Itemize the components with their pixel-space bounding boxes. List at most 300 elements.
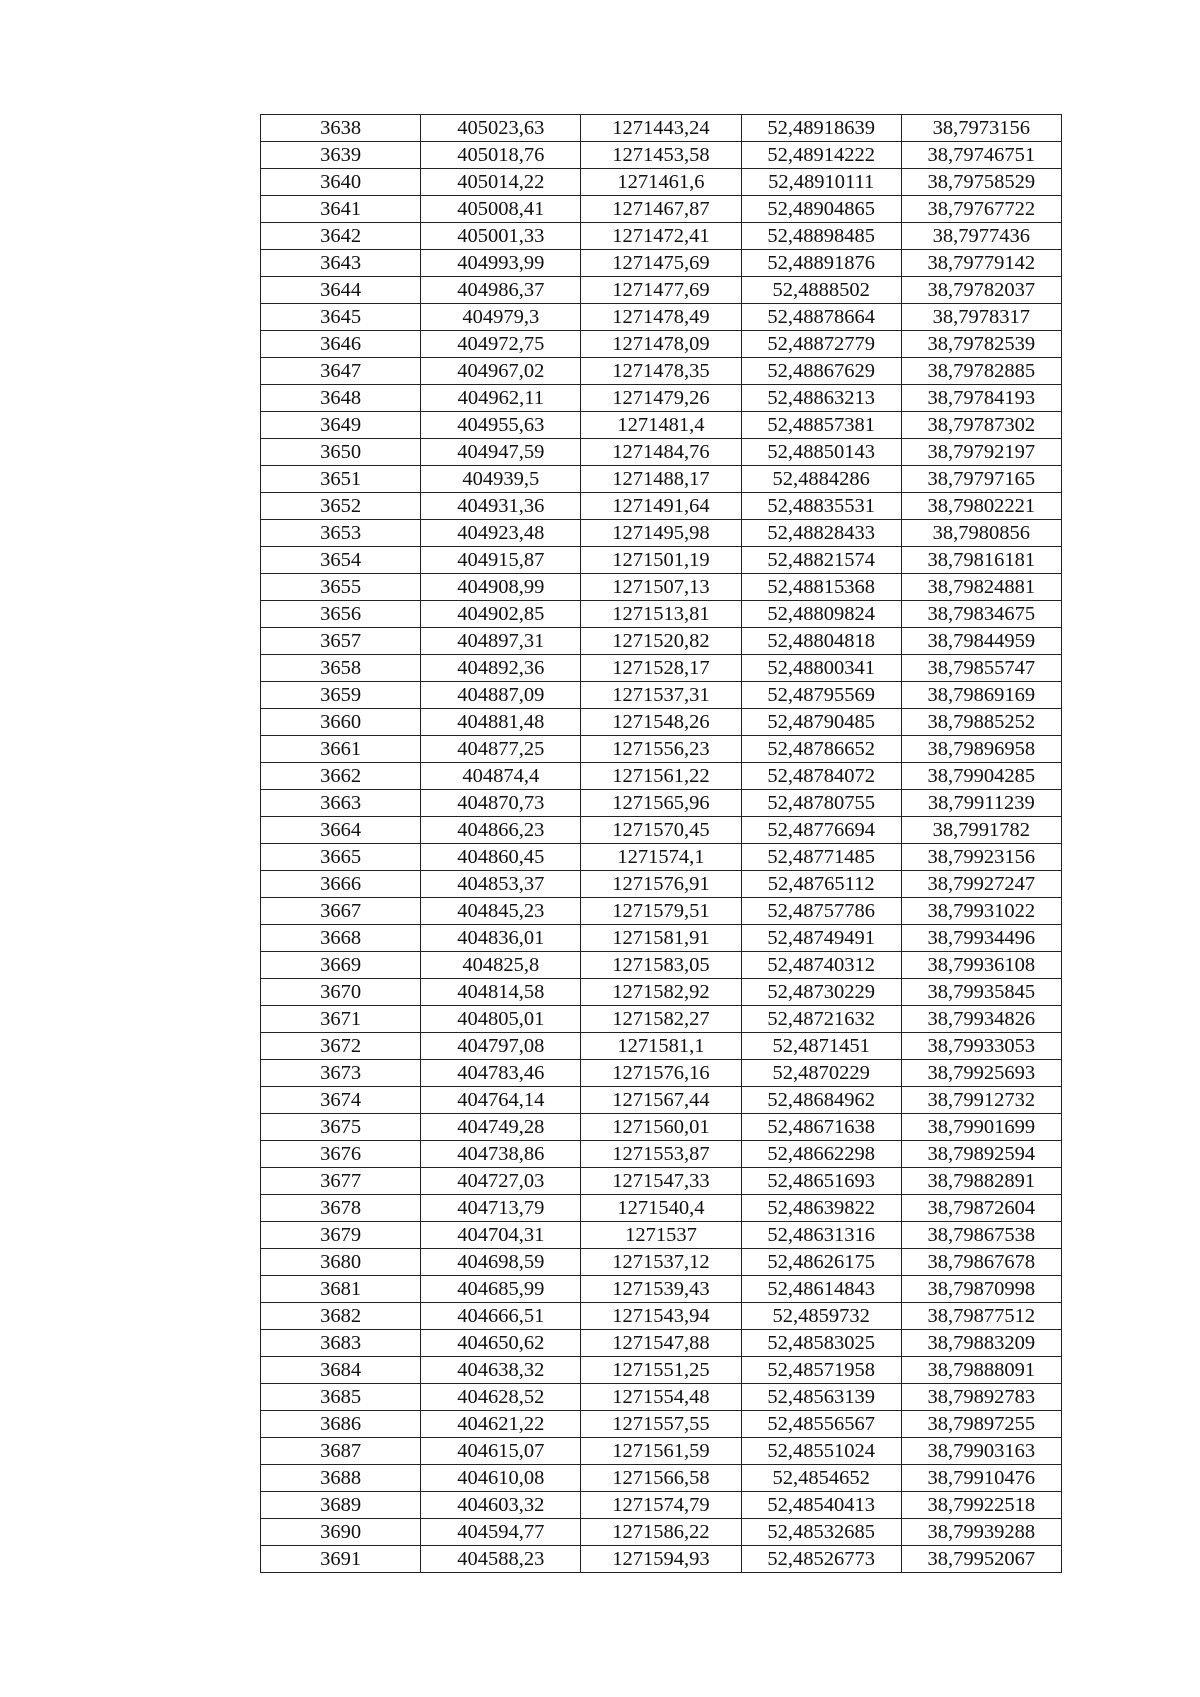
y-coordinate-cell: 1271537,12	[581, 1249, 741, 1276]
latitude-cell: 52,48651693	[741, 1168, 901, 1195]
point-number-cell: 3663	[261, 790, 421, 817]
latitude-cell: 52,48662298	[741, 1141, 901, 1168]
latitude-cell: 52,48571958	[741, 1357, 901, 1384]
latitude-cell: 52,48563139	[741, 1384, 901, 1411]
y-coordinate-cell: 1271566,58	[581, 1465, 741, 1492]
y-coordinate-cell: 1271554,48	[581, 1384, 741, 1411]
longitude-cell: 38,79888091	[901, 1357, 1061, 1384]
table-row	[261, 655, 1062, 682]
x-coordinate-cell: 404939,5	[421, 466, 581, 493]
latitude-cell: 52,48821574	[741, 547, 901, 574]
y-coordinate-cell: 1271547,88	[581, 1330, 741, 1357]
latitude-cell: 52,48804818	[741, 628, 901, 655]
latitude-cell: 52,48795569	[741, 682, 901, 709]
latitude-cell: 52,48671638	[741, 1114, 901, 1141]
longitude-cell: 38,79782037	[901, 277, 1061, 304]
latitude-cell: 52,48551024	[741, 1438, 901, 1465]
y-coordinate-cell: 1271453,58	[581, 142, 741, 169]
point-number-cell: 3656	[261, 601, 421, 628]
latitude-cell: 52,4888502	[741, 277, 901, 304]
point-number-cell: 3683	[261, 1330, 421, 1357]
point-number-cell: 3645	[261, 304, 421, 331]
table-row	[261, 385, 1062, 412]
y-coordinate-cell: 1271495,98	[581, 520, 741, 547]
latitude-cell: 52,48910111	[741, 169, 901, 196]
point-number-cell: 3638	[261, 115, 421, 142]
y-coordinate-cell: 1271565,96	[581, 790, 741, 817]
longitude-cell: 38,79936108	[901, 952, 1061, 979]
y-coordinate-cell: 1271477,69	[581, 277, 741, 304]
y-coordinate-cell: 1271478,49	[581, 304, 741, 331]
y-coordinate-cell: 1271443,24	[581, 115, 741, 142]
longitude-cell: 38,79779142	[901, 250, 1061, 277]
longitude-cell: 38,79885252	[901, 709, 1061, 736]
table-row	[261, 1384, 1062, 1411]
latitude-cell: 52,4859732	[741, 1303, 901, 1330]
longitude-cell: 38,79816181	[901, 547, 1061, 574]
latitude-cell: 52,4884286	[741, 466, 901, 493]
x-coordinate-cell: 404610,08	[421, 1465, 581, 1492]
table-row	[261, 358, 1062, 385]
x-coordinate-cell: 404805,01	[421, 1006, 581, 1033]
x-coordinate-cell: 404588,23	[421, 1546, 581, 1573]
y-coordinate-cell: 1271576,16	[581, 1060, 741, 1087]
longitude-cell: 38,79912732	[901, 1087, 1061, 1114]
longitude-cell: 38,79901699	[901, 1114, 1061, 1141]
longitude-cell: 38,79897255	[901, 1411, 1061, 1438]
longitude-cell: 38,7978317	[901, 304, 1061, 331]
latitude-cell: 52,48532685	[741, 1519, 901, 1546]
latitude-cell: 52,48867629	[741, 358, 901, 385]
y-coordinate-cell: 1271472,41	[581, 223, 741, 250]
y-coordinate-cell: 1271556,23	[581, 736, 741, 763]
table-row	[261, 1330, 1062, 1357]
longitude-cell: 38,79782539	[901, 331, 1061, 358]
x-coordinate-cell: 404931,36	[421, 493, 581, 520]
latitude-cell: 52,4871451	[741, 1033, 901, 1060]
point-number-cell: 3648	[261, 385, 421, 412]
longitude-cell: 38,79802221	[901, 493, 1061, 520]
longitude-cell: 38,79896958	[901, 736, 1061, 763]
latitude-cell: 52,48800341	[741, 655, 901, 682]
x-coordinate-cell: 405008,41	[421, 196, 581, 223]
y-coordinate-cell: 1271539,43	[581, 1276, 741, 1303]
point-number-cell: 3680	[261, 1249, 421, 1276]
latitude-cell: 52,48815368	[741, 574, 901, 601]
point-number-cell: 3661	[261, 736, 421, 763]
latitude-cell: 52,48780755	[741, 790, 901, 817]
longitude-cell: 38,79925693	[901, 1060, 1061, 1087]
table-row	[261, 817, 1062, 844]
latitude-cell: 52,48765112	[741, 871, 901, 898]
point-number-cell: 3654	[261, 547, 421, 574]
x-coordinate-cell: 404797,08	[421, 1033, 581, 1060]
latitude-cell: 52,48828433	[741, 520, 901, 547]
table-row	[261, 142, 1062, 169]
latitude-cell: 52,48878664	[741, 304, 901, 331]
x-coordinate-cell: 404986,37	[421, 277, 581, 304]
y-coordinate-cell: 1271574,1	[581, 844, 741, 871]
coordinates-table-body	[261, 115, 1062, 1573]
table-row	[261, 493, 1062, 520]
y-coordinate-cell: 1271501,19	[581, 547, 741, 574]
latitude-cell: 52,48898485	[741, 223, 901, 250]
x-coordinate-cell: 404704,31	[421, 1222, 581, 1249]
x-coordinate-cell: 404915,87	[421, 547, 581, 574]
table-row	[261, 1222, 1062, 1249]
longitude-cell: 38,79935845	[901, 979, 1061, 1006]
point-number-cell: 3671	[261, 1006, 421, 1033]
longitude-cell: 38,79934496	[901, 925, 1061, 952]
y-coordinate-cell: 1271581,1	[581, 1033, 741, 1060]
table-row	[261, 844, 1062, 871]
longitude-cell: 38,79767722	[901, 196, 1061, 223]
table-row	[261, 250, 1062, 277]
table-row	[261, 223, 1062, 250]
y-coordinate-cell: 1271507,13	[581, 574, 741, 601]
point-number-cell: 3659	[261, 682, 421, 709]
y-coordinate-cell: 1271513,81	[581, 601, 741, 628]
point-number-cell: 3679	[261, 1222, 421, 1249]
x-coordinate-cell: 404814,58	[421, 979, 581, 1006]
table-row	[261, 1006, 1062, 1033]
table-row	[261, 1114, 1062, 1141]
latitude-cell: 52,48721632	[741, 1006, 901, 1033]
longitude-cell: 38,7991782	[901, 817, 1061, 844]
point-number-cell: 3672	[261, 1033, 421, 1060]
longitude-cell: 38,79934826	[901, 1006, 1061, 1033]
longitude-cell: 38,79922518	[901, 1492, 1061, 1519]
table-row	[261, 1519, 1062, 1546]
y-coordinate-cell: 1271582,27	[581, 1006, 741, 1033]
table-row	[261, 1249, 1062, 1276]
y-coordinate-cell: 1271574,79	[581, 1492, 741, 1519]
latitude-cell: 52,48918639	[741, 115, 901, 142]
point-number-cell: 3640	[261, 169, 421, 196]
point-number-cell: 3647	[261, 358, 421, 385]
y-coordinate-cell: 1271551,25	[581, 1357, 741, 1384]
longitude-cell: 38,79933053	[901, 1033, 1061, 1060]
y-coordinate-cell: 1271488,17	[581, 466, 741, 493]
table-row	[261, 1438, 1062, 1465]
latitude-cell: 52,48583025	[741, 1330, 901, 1357]
point-number-cell: 3650	[261, 439, 421, 466]
latitude-cell: 52,48904865	[741, 196, 901, 223]
x-coordinate-cell: 404698,59	[421, 1249, 581, 1276]
y-coordinate-cell: 1271475,69	[581, 250, 741, 277]
point-number-cell: 3655	[261, 574, 421, 601]
latitude-cell: 52,48857381	[741, 412, 901, 439]
x-coordinate-cell: 404979,3	[421, 304, 581, 331]
table-row	[261, 1168, 1062, 1195]
y-coordinate-cell: 1271583,05	[581, 952, 741, 979]
x-coordinate-cell: 404860,45	[421, 844, 581, 871]
table-row	[261, 790, 1062, 817]
x-coordinate-cell: 404783,46	[421, 1060, 581, 1087]
point-number-cell: 3686	[261, 1411, 421, 1438]
table-row	[261, 1141, 1062, 1168]
x-coordinate-cell: 405001,33	[421, 223, 581, 250]
x-coordinate-cell: 404897,31	[421, 628, 581, 655]
point-number-cell: 3681	[261, 1276, 421, 1303]
x-coordinate-cell: 404638,32	[421, 1357, 581, 1384]
point-number-cell: 3664	[261, 817, 421, 844]
y-coordinate-cell: 1271478,09	[581, 331, 741, 358]
table-row	[261, 952, 1062, 979]
longitude-cell: 38,7973156	[901, 115, 1061, 142]
point-number-cell: 3662	[261, 763, 421, 790]
x-coordinate-cell: 404594,77	[421, 1519, 581, 1546]
latitude-cell: 52,48626175	[741, 1249, 901, 1276]
longitude-cell: 38,79867538	[901, 1222, 1061, 1249]
longitude-cell: 38,79923156	[901, 844, 1061, 871]
point-number-cell: 3685	[261, 1384, 421, 1411]
longitude-cell: 38,79892594	[901, 1141, 1061, 1168]
table-row	[261, 520, 1062, 547]
table-row	[261, 628, 1062, 655]
y-coordinate-cell: 1271557,55	[581, 1411, 741, 1438]
table-row	[261, 898, 1062, 925]
x-coordinate-cell: 404621,22	[421, 1411, 581, 1438]
table-row	[261, 277, 1062, 304]
table-row	[261, 1195, 1062, 1222]
y-coordinate-cell: 1271579,51	[581, 898, 741, 925]
y-coordinate-cell: 1271478,35	[581, 358, 741, 385]
y-coordinate-cell: 1271586,22	[581, 1519, 741, 1546]
point-number-cell: 3690	[261, 1519, 421, 1546]
longitude-cell: 38,79877512	[901, 1303, 1061, 1330]
latitude-cell: 52,48740312	[741, 952, 901, 979]
table-row	[261, 1276, 1062, 1303]
latitude-cell: 52,48526773	[741, 1546, 901, 1573]
x-coordinate-cell: 404713,79	[421, 1195, 581, 1222]
point-number-cell: 3641	[261, 196, 421, 223]
longitude-cell: 38,79872604	[901, 1195, 1061, 1222]
x-coordinate-cell: 405023,63	[421, 115, 581, 142]
table-row	[261, 1411, 1062, 1438]
point-number-cell: 3644	[261, 277, 421, 304]
table-row	[261, 1303, 1062, 1330]
x-coordinate-cell: 404853,37	[421, 871, 581, 898]
table-row	[261, 736, 1062, 763]
y-coordinate-cell: 1271537	[581, 1222, 741, 1249]
latitude-cell: 52,48556567	[741, 1411, 901, 1438]
table-row	[261, 1546, 1062, 1573]
x-coordinate-cell: 404967,02	[421, 358, 581, 385]
table-row	[261, 871, 1062, 898]
y-coordinate-cell: 1271548,26	[581, 709, 741, 736]
longitude-cell: 38,79784193	[901, 385, 1061, 412]
y-coordinate-cell: 1271491,64	[581, 493, 741, 520]
y-coordinate-cell: 1271528,17	[581, 655, 741, 682]
longitude-cell: 38,79834675	[901, 601, 1061, 628]
longitude-cell: 38,79911239	[901, 790, 1061, 817]
x-coordinate-cell: 404955,63	[421, 412, 581, 439]
x-coordinate-cell: 404877,25	[421, 736, 581, 763]
table-row	[261, 1357, 1062, 1384]
latitude-cell: 52,48784072	[741, 763, 901, 790]
point-number-cell: 3652	[261, 493, 421, 520]
x-coordinate-cell: 404892,36	[421, 655, 581, 682]
point-number-cell: 3657	[261, 628, 421, 655]
table-row	[261, 1465, 1062, 1492]
latitude-cell: 52,48863213	[741, 385, 901, 412]
longitude-cell: 38,79892783	[901, 1384, 1061, 1411]
y-coordinate-cell: 1271576,91	[581, 871, 741, 898]
table-row	[261, 709, 1062, 736]
latitude-cell: 52,48614843	[741, 1276, 901, 1303]
latitude-cell: 52,4870229	[741, 1060, 901, 1087]
point-number-cell: 3651	[261, 466, 421, 493]
y-coordinate-cell: 1271479,26	[581, 385, 741, 412]
y-coordinate-cell: 1271547,33	[581, 1168, 741, 1195]
x-coordinate-cell: 404947,59	[421, 439, 581, 466]
y-coordinate-cell: 1271537,31	[581, 682, 741, 709]
longitude-cell: 38,79883209	[901, 1330, 1061, 1357]
longitude-cell: 38,79758529	[901, 169, 1061, 196]
y-coordinate-cell: 1271567,44	[581, 1087, 741, 1114]
latitude-cell: 52,48872779	[741, 331, 901, 358]
y-coordinate-cell: 1271467,87	[581, 196, 741, 223]
x-coordinate-cell: 404615,07	[421, 1438, 581, 1465]
latitude-cell: 52,48891876	[741, 250, 901, 277]
latitude-cell: 52,48631316	[741, 1222, 901, 1249]
latitude-cell: 52,48684962	[741, 1087, 901, 1114]
latitude-cell: 52,48771485	[741, 844, 901, 871]
table-row	[261, 466, 1062, 493]
x-coordinate-cell: 404836,01	[421, 925, 581, 952]
x-coordinate-cell: 404902,85	[421, 601, 581, 628]
table-row	[261, 439, 1062, 466]
longitude-cell: 38,79787302	[901, 412, 1061, 439]
y-coordinate-cell: 1271561,22	[581, 763, 741, 790]
longitude-cell: 38,7980856	[901, 520, 1061, 547]
x-coordinate-cell: 404603,32	[421, 1492, 581, 1519]
x-coordinate-cell: 404887,09	[421, 682, 581, 709]
table-row	[261, 574, 1062, 601]
y-coordinate-cell: 1271461,6	[581, 169, 741, 196]
table-row	[261, 1033, 1062, 1060]
x-coordinate-cell: 405014,22	[421, 169, 581, 196]
point-number-cell: 3668	[261, 925, 421, 952]
latitude-cell: 52,48540413	[741, 1492, 901, 1519]
x-coordinate-cell: 404870,73	[421, 790, 581, 817]
x-coordinate-cell: 404908,99	[421, 574, 581, 601]
latitude-cell: 52,48730229	[741, 979, 901, 1006]
point-number-cell: 3682	[261, 1303, 421, 1330]
table-row	[261, 979, 1062, 1006]
table-row	[261, 547, 1062, 574]
x-coordinate-cell: 404727,03	[421, 1168, 581, 1195]
point-number-cell: 3639	[261, 142, 421, 169]
y-coordinate-cell: 1271560,01	[581, 1114, 741, 1141]
point-number-cell: 3691	[261, 1546, 421, 1573]
point-number-cell: 3669	[261, 952, 421, 979]
latitude-cell: 52,48639822	[741, 1195, 901, 1222]
point-number-cell: 3670	[261, 979, 421, 1006]
x-coordinate-cell: 404685,99	[421, 1276, 581, 1303]
point-number-cell: 3673	[261, 1060, 421, 1087]
latitude-cell: 52,4854652	[741, 1465, 901, 1492]
table-row	[261, 304, 1062, 331]
x-coordinate-cell: 404628,52	[421, 1384, 581, 1411]
x-coordinate-cell: 404825,8	[421, 952, 581, 979]
latitude-cell: 52,48776694	[741, 817, 901, 844]
x-coordinate-cell: 404923,48	[421, 520, 581, 547]
point-number-cell: 3684	[261, 1357, 421, 1384]
x-coordinate-cell: 404845,23	[421, 898, 581, 925]
table-row	[261, 169, 1062, 196]
longitude-cell: 38,79746751	[901, 142, 1061, 169]
y-coordinate-cell: 1271540,4	[581, 1195, 741, 1222]
longitude-cell: 38,79904285	[901, 763, 1061, 790]
y-coordinate-cell: 1271481,4	[581, 412, 741, 439]
latitude-cell: 52,48809824	[741, 601, 901, 628]
y-coordinate-cell: 1271570,45	[581, 817, 741, 844]
longitude-cell: 38,7977436	[901, 223, 1061, 250]
longitude-cell: 38,79952067	[901, 1546, 1061, 1573]
point-number-cell: 3665	[261, 844, 421, 871]
x-coordinate-cell: 404881,48	[421, 709, 581, 736]
point-number-cell: 3677	[261, 1168, 421, 1195]
point-number-cell: 3688	[261, 1465, 421, 1492]
point-number-cell: 3678	[261, 1195, 421, 1222]
x-coordinate-cell: 404749,28	[421, 1114, 581, 1141]
point-number-cell: 3658	[261, 655, 421, 682]
table-row	[261, 1492, 1062, 1519]
point-number-cell: 3687	[261, 1438, 421, 1465]
y-coordinate-cell: 1271581,91	[581, 925, 741, 952]
table-row	[261, 331, 1062, 358]
longitude-cell: 38,79797165	[901, 466, 1061, 493]
y-coordinate-cell: 1271553,87	[581, 1141, 741, 1168]
point-number-cell: 3653	[261, 520, 421, 547]
x-coordinate-cell: 404764,14	[421, 1087, 581, 1114]
y-coordinate-cell: 1271543,94	[581, 1303, 741, 1330]
y-coordinate-cell: 1271594,93	[581, 1546, 741, 1573]
longitude-cell: 38,79844959	[901, 628, 1061, 655]
x-coordinate-cell: 404993,99	[421, 250, 581, 277]
longitude-cell: 38,79824881	[901, 574, 1061, 601]
table-row	[261, 196, 1062, 223]
table-row	[261, 682, 1062, 709]
point-number-cell: 3660	[261, 709, 421, 736]
longitude-cell: 38,79939288	[901, 1519, 1061, 1546]
latitude-cell: 52,48757786	[741, 898, 901, 925]
point-number-cell: 3675	[261, 1114, 421, 1141]
point-number-cell: 3689	[261, 1492, 421, 1519]
longitude-cell: 38,79903163	[901, 1438, 1061, 1465]
longitude-cell: 38,79869169	[901, 682, 1061, 709]
latitude-cell: 52,48850143	[741, 439, 901, 466]
x-coordinate-cell: 404866,23	[421, 817, 581, 844]
y-coordinate-cell: 1271520,82	[581, 628, 741, 655]
point-number-cell: 3674	[261, 1087, 421, 1114]
x-coordinate-cell: 404666,51	[421, 1303, 581, 1330]
point-number-cell: 3642	[261, 223, 421, 250]
y-coordinate-cell: 1271484,76	[581, 439, 741, 466]
coordinates-table	[260, 114, 1062, 1573]
table-row	[261, 763, 1062, 790]
x-coordinate-cell: 404962,11	[421, 385, 581, 412]
longitude-cell: 38,79870998	[901, 1276, 1061, 1303]
x-coordinate-cell: 404874,4	[421, 763, 581, 790]
point-number-cell: 3667	[261, 898, 421, 925]
point-number-cell: 3666	[261, 871, 421, 898]
table-row	[261, 1060, 1062, 1087]
x-coordinate-cell: 404972,75	[421, 331, 581, 358]
longitude-cell: 38,79792197	[901, 439, 1061, 466]
